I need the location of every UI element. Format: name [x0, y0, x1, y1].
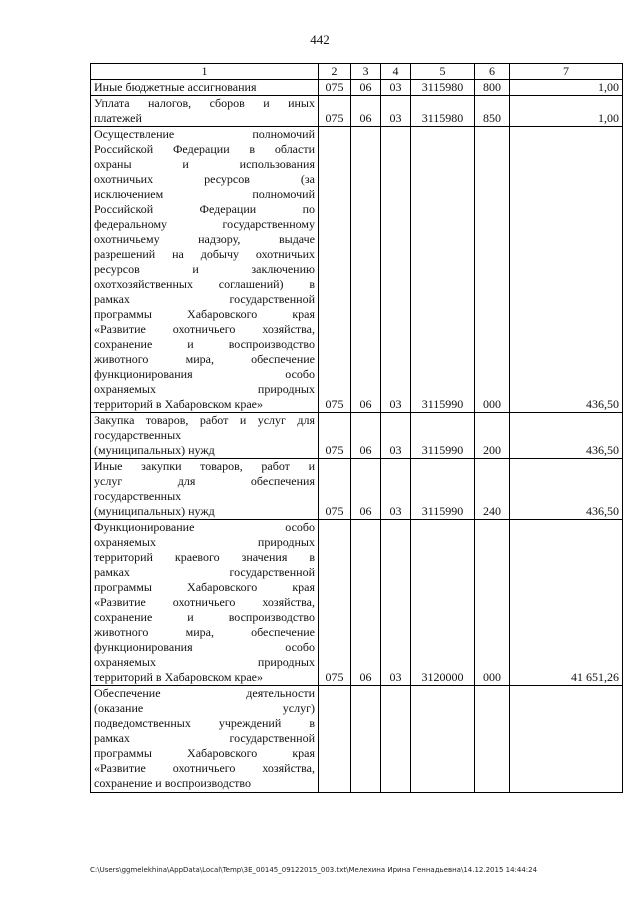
- table-row: [91, 80, 623, 96]
- section-cell: 06: [351, 96, 381, 127]
- column-number-4: 4: [381, 64, 411, 80]
- section-cell: 06: [351, 413, 381, 459]
- expense-name-line: территорий в Хабаровском крае»: [94, 397, 264, 411]
- admin-code-cell: 075: [319, 520, 351, 686]
- expense-name-line: ресурсов и заключению: [94, 262, 315, 276]
- target-article-cell: 3120000: [411, 520, 475, 686]
- expense-name-cell: [91, 80, 319, 96]
- expense-name-line: функционирования особо: [94, 640, 315, 654]
- target-article-cell: 3115980: [411, 96, 475, 127]
- expense-name-cell: [91, 96, 319, 127]
- expense-name-line: Иные закупки товаров, работ и: [94, 459, 315, 473]
- expense-name-cell: [91, 520, 319, 686]
- expense-name-cell: [91, 413, 319, 459]
- expense-name-line: (муниципальных) нужд: [94, 504, 215, 518]
- expense-name-line: охотничьих ресурсов (за: [94, 172, 315, 186]
- target-article-cell: 3115990: [411, 413, 475, 459]
- amount-cell: 1,00: [510, 96, 623, 127]
- column-number-3: 3: [351, 64, 381, 80]
- admin-code-cell: [319, 686, 351, 793]
- subsection-cell: 03: [381, 127, 411, 413]
- expense-name-line: «Развитие охотничьего хозяйства,: [94, 322, 315, 336]
- expense-name-line: сохранение и воспроизводство: [94, 776, 251, 790]
- subsection-cell: 03: [381, 80, 411, 96]
- expense-name-line: платежей: [94, 111, 142, 125]
- expense-name-line: рамках государственной: [94, 565, 315, 579]
- expense-name-line: Обеспечение деятельности: [94, 686, 315, 700]
- expense-name-line: (муниципальных) нужд: [94, 443, 215, 457]
- file-path-footer: C:\Users\ggmelekhina\AppData\Local\Temp\3E_00145_09122015_003.txt\Мелехина Ирина Геннадьевна\14.12.2015 14:44:24: [90, 866, 538, 874]
- expense-name-line: программы Хабаровского края: [94, 580, 315, 594]
- expense-name-line: территорий краевого значения в: [94, 550, 315, 564]
- expense-name-line: программы Хабаровского края: [94, 746, 315, 760]
- expense-name-line: «Развитие охотничьего хозяйства,: [94, 595, 315, 609]
- expense-name-line: рамках государственной: [94, 292, 315, 306]
- target-article-cell: 3115980: [411, 80, 475, 96]
- table-row: [91, 96, 623, 127]
- expense-name-line: охраняемых природных: [94, 535, 315, 549]
- target-article-cell: [411, 686, 475, 793]
- expense-name-line: охотничьему надзору, выдаче: [94, 232, 315, 246]
- expense-type-cell: 000: [475, 520, 510, 686]
- expense-name-line: функционирования особо: [94, 367, 315, 381]
- expense-name-line: охраняемых природных: [94, 382, 315, 396]
- expense-name-line: исключением полномочий: [94, 187, 315, 201]
- expense-type-cell: 800: [475, 80, 510, 96]
- table-row: [91, 459, 623, 520]
- expense-name-cell: [91, 127, 319, 413]
- expense-name-line: сохранение и воспроизводство: [94, 337, 315, 351]
- table-row: [91, 686, 623, 793]
- expense-name-line: (оказание услуг): [94, 701, 315, 715]
- expense-name-cell: [91, 686, 319, 793]
- expense-type-cell: 240: [475, 459, 510, 520]
- admin-code-cell: 075: [319, 127, 351, 413]
- expense-name-line: охраняемых природных: [94, 655, 315, 669]
- expense-name-line: охраны и использования: [94, 157, 315, 171]
- expense-name-line: государственных: [94, 489, 182, 503]
- column-number-2: 2: [319, 64, 351, 80]
- target-article-cell: 3115990: [411, 127, 475, 413]
- expense-name-line: сохранение и воспроизводство: [94, 610, 315, 624]
- table-row: [91, 520, 623, 686]
- expense-name-line: услуг для обеспечения: [94, 474, 315, 488]
- expense-type-cell: 200: [475, 413, 510, 459]
- expense-name-line: животного мира, обеспечение: [94, 352, 315, 366]
- subsection-cell: 03: [381, 520, 411, 686]
- column-number-6: 6: [475, 64, 510, 80]
- amount-cell: 1,00: [510, 80, 623, 96]
- expense-type-cell: [475, 686, 510, 793]
- admin-code-cell: 075: [319, 413, 351, 459]
- section-cell: [351, 686, 381, 793]
- expense-name-line: Осуществление полномочий: [94, 127, 315, 141]
- amount-cell: 436,50: [510, 127, 623, 413]
- section-cell: 06: [351, 127, 381, 413]
- column-number-1: 1: [91, 64, 319, 80]
- amount-cell: 41 651,26: [510, 520, 623, 686]
- expense-name-cell: [91, 459, 319, 520]
- expense-name-line: государственных: [94, 428, 182, 442]
- table-header-row: [91, 64, 623, 80]
- section-cell: 06: [351, 80, 381, 96]
- expense-name-line: разрешений на добычу охотничьих: [94, 247, 315, 261]
- expense-type-cell: 000: [475, 127, 510, 413]
- section-cell: 06: [351, 520, 381, 686]
- expense-name-line: программы Хабаровского края: [94, 307, 315, 321]
- table-row: [91, 127, 623, 413]
- target-article-cell: 3115990: [411, 459, 475, 520]
- amount-cell: 436,50: [510, 413, 623, 459]
- admin-code-cell: 075: [319, 80, 351, 96]
- expense-type-cell: 850: [475, 96, 510, 127]
- budget-table: [90, 63, 623, 793]
- subsection-cell: 03: [381, 459, 411, 520]
- expense-name-line: Российской Федерации по: [94, 202, 315, 216]
- column-number-5: 5: [411, 64, 475, 80]
- page-number: 442: [310, 32, 330, 47]
- amount-cell: 436,50: [510, 459, 623, 520]
- expense-name-line: территорий в Хабаровском крае»: [94, 670, 264, 684]
- expense-name-line: Уплата налогов, сборов и иных: [94, 96, 315, 110]
- subsection-cell: 03: [381, 413, 411, 459]
- expense-name-line: рамках государственной: [94, 731, 315, 745]
- expense-name-line: «Развитие охотничьего хозяйства,: [94, 761, 315, 775]
- expense-name-line: Функционирование особо: [94, 520, 315, 534]
- column-number-7: 7: [510, 64, 623, 80]
- subsection-cell: [381, 686, 411, 793]
- admin-code-cell: 075: [319, 96, 351, 127]
- subsection-cell: 03: [381, 96, 411, 127]
- expense-name-line: Иные бюджетные ассигнования: [94, 80, 257, 94]
- expense-name-line: охотхозяйственных соглашений) в: [94, 277, 315, 291]
- table-row: [91, 413, 623, 459]
- expense-name-line: Закупка товаров, работ и услуг для: [94, 413, 315, 427]
- expense-name-line: Российской Федерации в области: [94, 142, 315, 156]
- section-cell: 06: [351, 459, 381, 520]
- expense-name-line: федеральному государственному: [94, 217, 315, 231]
- admin-code-cell: 075: [319, 459, 351, 520]
- expense-name-line: подведомственных учреждений в: [94, 716, 315, 730]
- amount-cell: [510, 686, 623, 793]
- expense-name-line: животного мира, обеспечение: [94, 625, 315, 639]
